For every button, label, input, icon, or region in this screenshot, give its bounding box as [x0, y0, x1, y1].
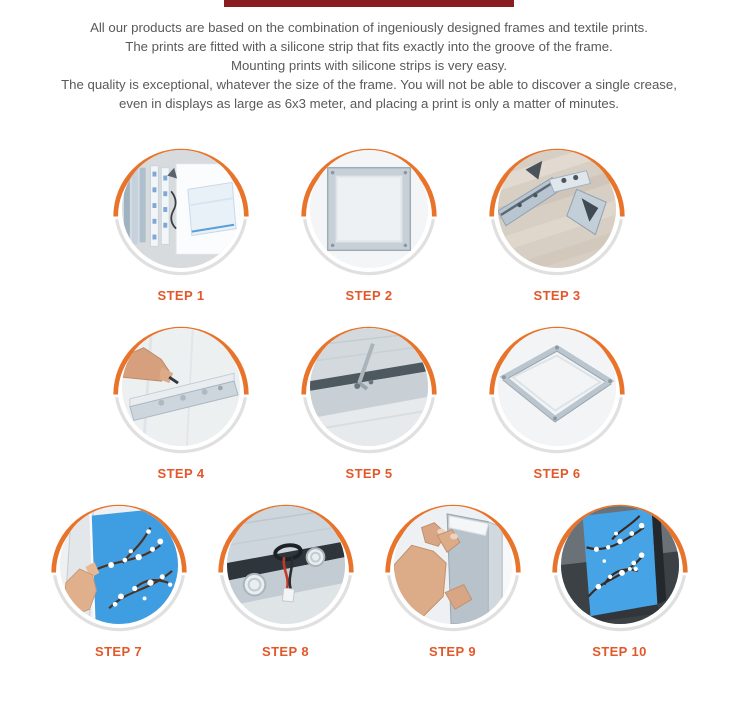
- cropped-red-banner: [224, 0, 514, 7]
- step-10-label: STEP 10: [592, 644, 647, 659]
- intro-line: The quality is exceptional, whatever the size of the frame. You will not be able to discover a single crease,: [61, 77, 677, 92]
- step-5: [299, 317, 439, 481]
- step-9-label: STEP 9: [429, 644, 476, 659]
- step-8-circle: [216, 495, 356, 635]
- step-5-circle: [299, 317, 439, 457]
- step-5-photo: [310, 328, 428, 446]
- step-10-photo: [561, 506, 679, 624]
- step-6: [487, 317, 627, 481]
- step-row-3: [0, 495, 738, 659]
- step-9: [383, 495, 523, 659]
- step-4-circle: [111, 317, 251, 457]
- step-1-photo: [122, 150, 240, 268]
- intro-line: Mounting prints with silicone strips is very easy.: [230, 58, 508, 73]
- step-9-circle: [383, 495, 523, 635]
- step-4: [111, 317, 251, 481]
- step-6-circle: [487, 317, 627, 457]
- intro-line: The prints are fitted with a silicone strip that fits exactly into the groove of the frame.: [125, 39, 613, 54]
- intro-line: All our products are based on the combination of ingeniously designed frames and textile prints.: [90, 20, 648, 35]
- step-8-photo: [227, 506, 345, 624]
- step-10: [550, 495, 690, 659]
- step-7: [49, 495, 189, 659]
- step-2: [299, 139, 439, 303]
- step-8-label: STEP 8: [262, 644, 309, 659]
- step-3: [487, 139, 627, 303]
- step-2-photo: [310, 150, 428, 268]
- step-1: [111, 139, 251, 303]
- step-9-photo: [394, 506, 512, 624]
- step-7-label: STEP 7: [95, 644, 142, 659]
- step-2-label: STEP 2: [345, 288, 393, 303]
- step-7-circle: [49, 495, 189, 635]
- step-row-1: [0, 139, 738, 303]
- intro-paragraph: [0, 18, 738, 113]
- intro-line: even in displays as large as 6x3 meter, and placing a print is only a matter of minutes.: [119, 96, 619, 111]
- step-6-photo: [498, 328, 616, 446]
- step-4-photo: [122, 328, 240, 446]
- step-1-label: STEP 1: [157, 288, 205, 303]
- step-4-label: STEP 4: [157, 466, 205, 481]
- step-row-2: [0, 317, 738, 481]
- step-3-label: STEP 3: [533, 288, 581, 303]
- step-3-circle: [487, 139, 627, 279]
- step-2-circle: [299, 139, 439, 279]
- step-6-label: STEP 6: [533, 466, 581, 481]
- step-8: [216, 495, 356, 659]
- step-5-label: STEP 5: [345, 466, 393, 481]
- installation-steps-grid: [0, 139, 738, 659]
- step-3-photo: [498, 150, 616, 268]
- step-1-circle: [111, 139, 251, 279]
- step-7-photo: [60, 506, 178, 624]
- step-10-circle: [550, 495, 690, 635]
